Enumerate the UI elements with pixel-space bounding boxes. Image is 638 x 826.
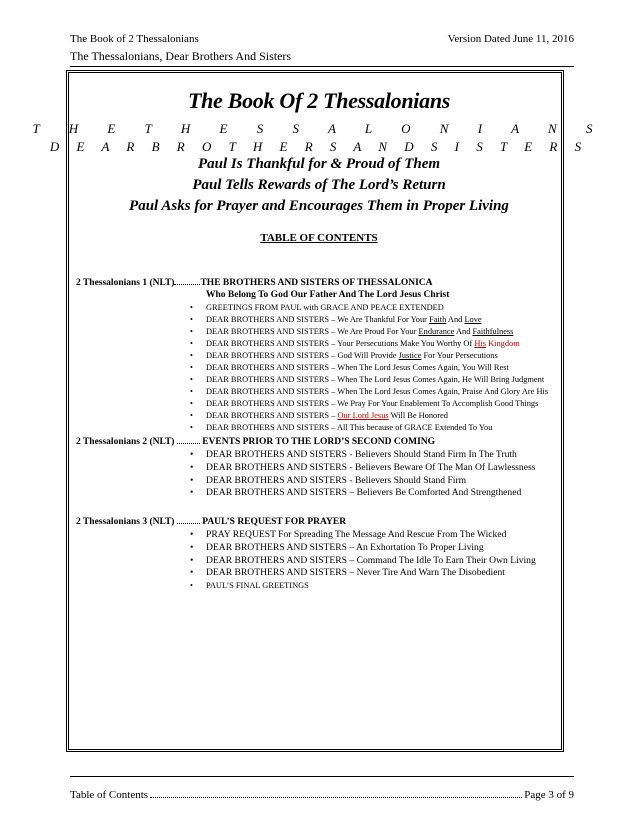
list-item[interactable]: • DEAR BROTHERS AND SISTERS – Believers Be Comforted And Strengthened bbox=[190, 487, 535, 500]
list-item[interactable]: • DEAR BROTHERS AND SISTERS – Your Persecutions Make You Worthy Of His Kingdom bbox=[190, 338, 548, 350]
spaced-heading-2: D E A R B R O T H E R S A N D S I S T E R S bbox=[49, 139, 589, 154]
list-item[interactable]: • DEAR BROTHERS AND SISTERS – Command The Idle To Earn Their Own Living bbox=[190, 555, 536, 568]
header-version: Version Dated June 11, 2016 bbox=[447, 33, 574, 45]
subtitle-3: Paul Asks for Prayer and Encourages Them in Proper Living bbox=[129, 198, 509, 214]
toc-section-3[interactable] bbox=[76, 516, 346, 527]
list-item[interactable]: • DEAR BROTHERS AND SISTERS – All This because of GRACE Extended To You bbox=[190, 422, 548, 434]
section-ref: 2 Thessalonians 2 (NLT) bbox=[76, 437, 175, 447]
list-item[interactable]: • DEAR BROTHERS AND SISTERS – An Exhortation To Proper Living bbox=[190, 542, 536, 555]
leader-dots bbox=[177, 436, 200, 444]
section-1-items bbox=[190, 302, 548, 434]
leader-dots bbox=[174, 277, 200, 285]
toc-section-1[interactable] bbox=[76, 277, 433, 288]
document-title: The Book Of 2 Thessalonians bbox=[187, 88, 451, 113]
list-item[interactable]: • DEAR BROTHERS AND SISTERS – Never Tire And Warn The Disobedient bbox=[190, 567, 536, 580]
leader-dots bbox=[150, 789, 522, 798]
page-number: Page 3 of 9 bbox=[524, 789, 574, 801]
list-item[interactable]: • DEAR BROTHERS AND SISTERS - Believers Should Stand Firm bbox=[190, 475, 535, 488]
toc-heading: TABLE OF CONTENTS bbox=[260, 232, 378, 244]
leader-dots bbox=[177, 516, 200, 524]
header-subtitle: The Thessalonians, Dear Brothers And Sisters bbox=[70, 49, 292, 63]
list-item[interactable]: • GREETINGS FROM PAUL with GRACE AND PEACE EXTENDED bbox=[190, 302, 548, 314]
section-3-items bbox=[190, 529, 536, 593]
list-item[interactable]: • DEAR BROTHERS AND SISTERS – We Are Thankful For Your Faith And Love bbox=[190, 314, 548, 326]
list-item[interactable]: • DEAR BROTHERS AND SISTERS – When The Lord Jesus Comes Again, Praise And Glory Are His bbox=[190, 386, 548, 398]
footer-label: Table of Contents bbox=[70, 789, 149, 801]
list-item[interactable]: • DEAR BROTHERS AND SISTERS – When The Lord Jesus Comes Again, You Will Rest bbox=[190, 362, 548, 374]
spaced-heading-1: T H E T H E S S A L O N I A N S bbox=[32, 121, 606, 136]
section-title: EVENTS PRIOR TO THE LORD’S SECOND COMING bbox=[202, 437, 436, 447]
subtitle-1: Paul Is Thankful for & Proud of Them bbox=[197, 156, 441, 172]
list-item[interactable]: • PAUL’S FINAL GREETINGS bbox=[190, 580, 536, 593]
header-book-title: The Book of 2 Thessalonians bbox=[70, 33, 199, 45]
section-2-items bbox=[190, 449, 535, 500]
list-item[interactable]: • DEAR BROTHERS AND SISTERS – We Pray For Your Enablement To Accomplish Good Things bbox=[190, 398, 548, 410]
section-ref: 2 Thessalonians 3 (NLT) bbox=[76, 517, 175, 527]
section-title: PAUL’S REQUEST FOR PRAYER bbox=[202, 517, 347, 527]
list-item[interactable]: • DEAR BROTHERS AND SISTERS – God Will Provide Justice For Your Persecutions bbox=[190, 350, 548, 362]
list-item[interactable]: • PRAY REQUEST For Spreading The Message And Rescue From The Wicked bbox=[190, 529, 536, 542]
footer-rule bbox=[70, 776, 574, 777]
toc-section-2[interactable] bbox=[76, 436, 435, 447]
list-item[interactable]: • DEAR BROTHERS AND SISTERS - Believers Beware Of The Man Of Lawlessness bbox=[190, 462, 535, 475]
list-item[interactable]: • DEAR BROTHERS AND SISTERS – When The Lord Jesus Comes Again, He Will Bring Judgment bbox=[190, 374, 548, 386]
list-item[interactable]: • DEAR BROTHERS AND SISTERS – We Are Proud For Your Endurance And Faithfulness bbox=[190, 326, 548, 338]
subtitle-2: Paul Tells Rewards of The Lord’s Return bbox=[192, 177, 446, 193]
list-item[interactable]: • DEAR BROTHERS AND SISTERS – Our Lord Jesus Will Be Honored bbox=[190, 410, 548, 422]
section-ref: 2 Thessalonians 1 (NLT) bbox=[76, 278, 175, 288]
header-rule bbox=[70, 66, 574, 67]
list-item[interactable]: • DEAR BROTHERS AND SISTERS - Believers Should Stand Firm In The Truth bbox=[190, 449, 535, 462]
page-header bbox=[70, 33, 574, 45]
section-subtitle: Who Belong To God Our Father And The Lord Jesus Christ bbox=[206, 290, 450, 300]
page-footer bbox=[70, 789, 574, 801]
section-title: THE BROTHERS AND SISTERS OF THESSALONICA bbox=[200, 278, 433, 288]
